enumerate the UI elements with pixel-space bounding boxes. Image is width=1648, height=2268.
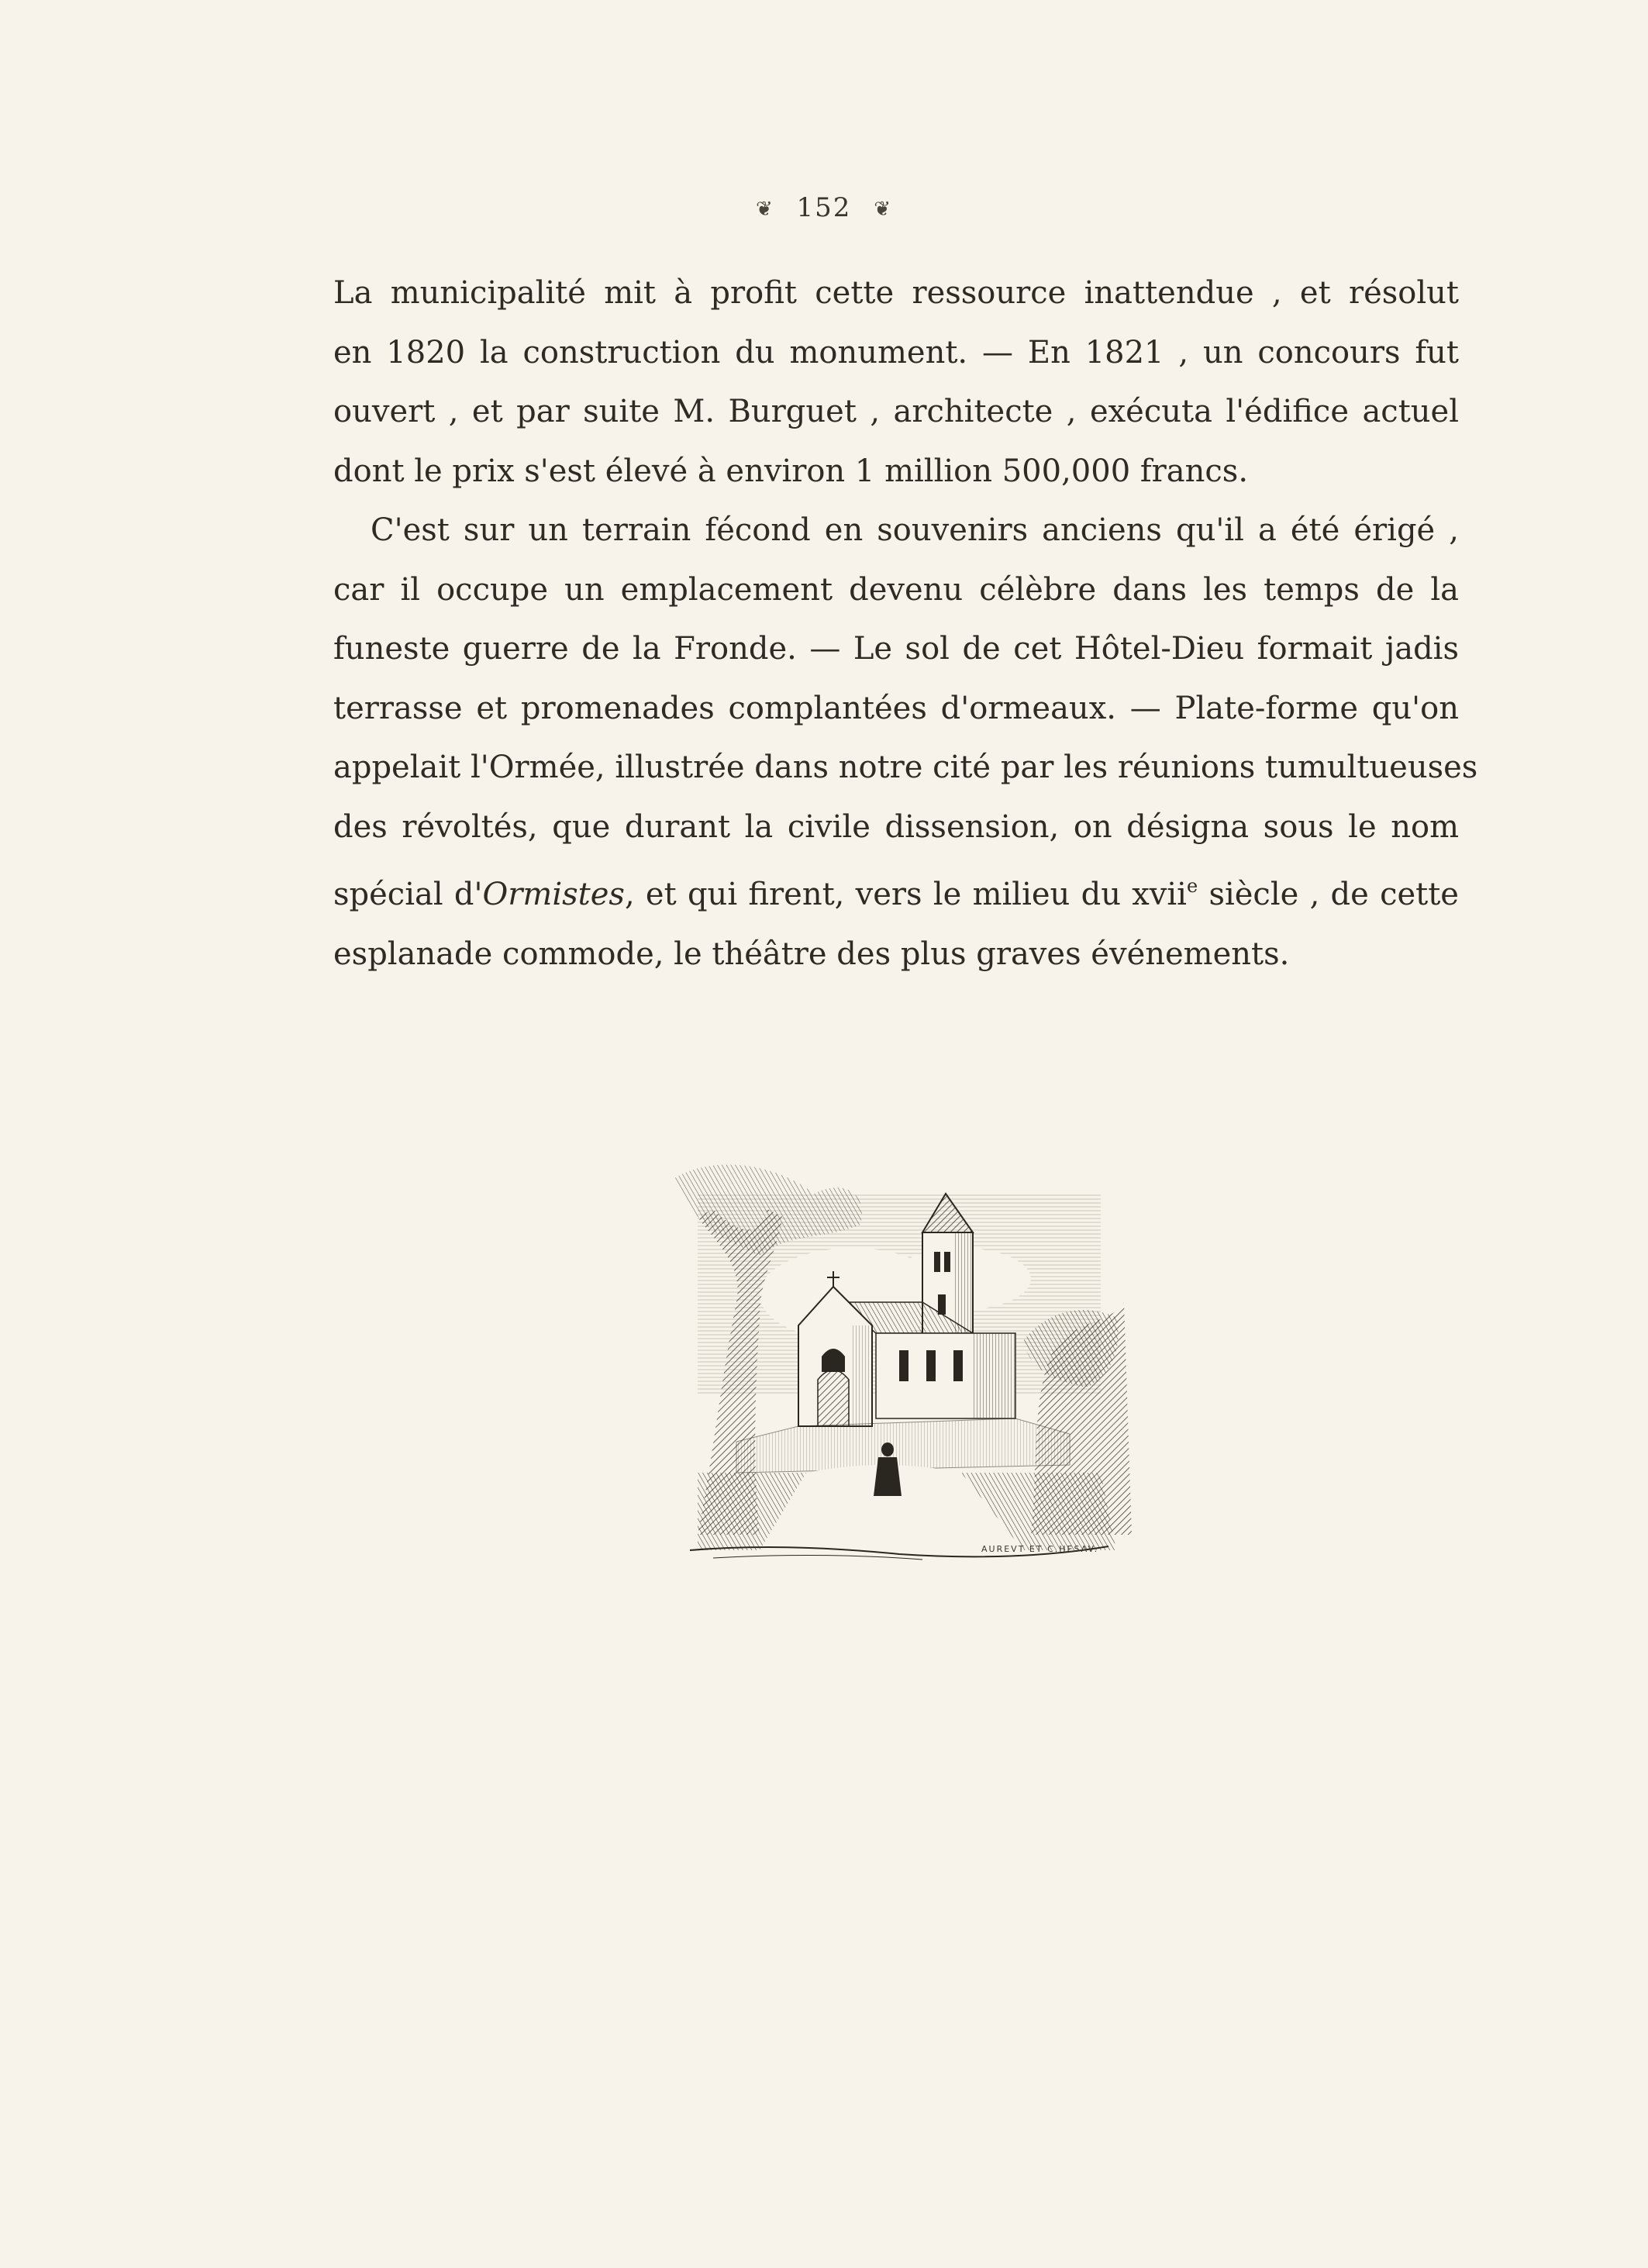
text-run: , et qui firent, vers le milieu du xvii [624,877,1187,912]
text-run: siècle , de cette [1198,877,1459,912]
text-italic: Ormistes [482,877,625,912]
body-text [333,264,1478,984]
text-line [333,857,1459,925]
church-engraving [667,1147,1132,1566]
ornament-left-icon: ❦ [755,198,774,221]
text-line: dont le prix s'est élevé à environ 1 million 500,000 francs. [333,453,1249,489]
text-line: car il occupe un emplacement devenu célèbre dans les temps de la [333,571,1459,608]
text-run: spécial d' [333,877,483,912]
text-line: terrasse et promenades complantées d'ormeaux. — Plate-forme qu'on [333,690,1459,726]
text-line: La municipalité mit à profit cette ressource inattendue , et résolut [333,275,1459,311]
superscript: e [1186,875,1198,897]
text-line: en 1820 la construction du monument. — En 1821 , un concours fut [333,334,1459,371]
text-line: des révoltés, que durant la civile dissension, on désigna sous le nom [333,808,1459,845]
text-line: funeste guerre de la Fronde. — Le sol de cet Hôtel-Dieu formait jadis [333,631,1459,667]
text-line: C'est sur un terrain fécond en souvenirs anciens qu'il a été érigé , [371,512,1459,548]
page-number: 152 [796,192,852,223]
ornament-right-icon: ❦ [874,198,893,221]
engraver-credit: AUREVT ET C.HESAV. [981,1544,1099,1554]
text-line: appelait l'Ormée, illustrée dans notre cité par les réunions tumultueuses [333,750,1478,785]
running-head [0,192,1648,223]
text-line: esplanade commode, le théâtre des plus graves événements. [333,936,1290,972]
text-line: ouvert , et par suite M. Burguet , architecte , exécuta l'édifice actuel [333,394,1459,429]
